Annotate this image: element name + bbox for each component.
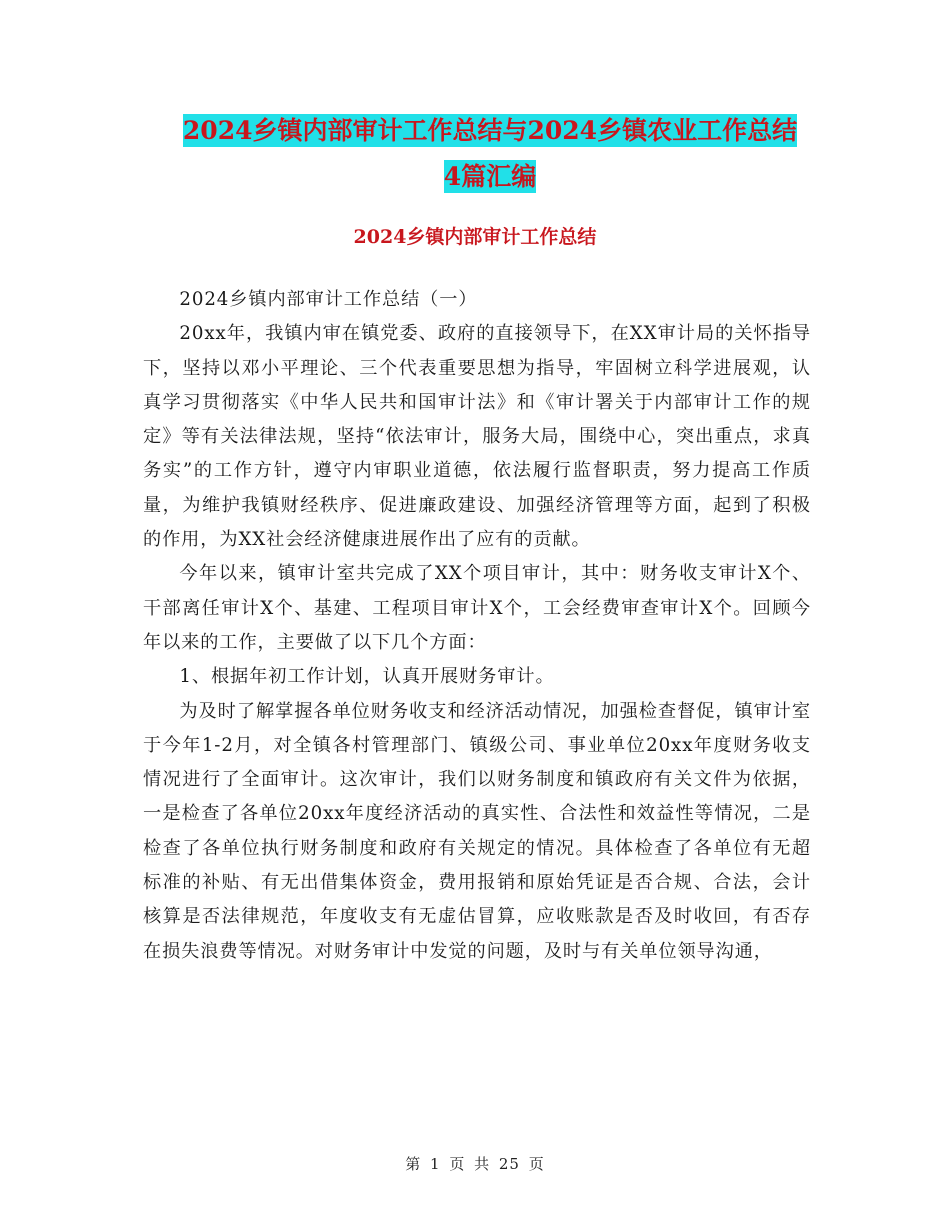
paragraph: 为及时了解掌握各单位财务收支和经济活动情况，加强检查督促，镇审计室于今年1-2月，对全镇各村管理部门、镇级公司、事业单位20xx年度财务收支情况进行了全面审计。这次审计，我们以财务制度和镇政府有关文件为依据，一是检查了各单位20xx年度经济活动的真实性、合法性和效益性等情况，二是检查了各单位执行财务制度和政府有关规定的情况。具体检查了各单位有无超标准的补贴、有无出借集体资金，费用报销和原始凭证是否合规、合法，会计核算是否法律规范，年度收支有无虚估冒算，应收账款是否及时收回，有否存在损失浪费等情况。对财务审计中发觉的问题，及时与有关单位领导沟通，	[143, 700, 811, 962]
page-footer: 第 1 页 共 25 页	[405, 1155, 545, 1173]
section-title: 2024乡镇内部审计工作总结	[353, 226, 597, 248]
paragraph: 1、根据年初工作计划，认真开展财务审计。	[179, 666, 555, 688]
paragraph: 今年以来，镇审计室共完成了XX个项目审计，其中：财务收支审计X个、干部离任审计X个、基建、工程项目审计X个，工会经费审查审计X个。回顾今年以来的工作，主要做了以下几个方面：	[143, 563, 811, 653]
paragraph: 20xx年，我镇内审在镇党委、政府的直接领导下，在XX审计局的关怀指导下，坚持以邓小平理论、三个代表重要思想为指导，牢固树立科学进展观，认真学习贯彻落实《中华人民共和国审计法》和《审计署关于内部审计工作的规定》等有关法律法规，坚持“依法审计，服务大局，围绕中心，突出重点，求真务实”的工作方针，遵守内审职业道德，依法履行监督职责，努力提高工作质量，为维护我镇财经秩序、促进廉政建设、加强经济管理等方面，起到了积极的作用，为XX社会经济健康进展作出了应有的贡献。	[143, 323, 811, 551]
paragraph-subtitle: 2024乡镇内部审计工作总结（一）	[179, 289, 478, 310]
title-line-2: 4篇汇编	[443, 162, 537, 191]
document-title	[140, 108, 840, 200]
document-body	[143, 283, 811, 969]
title-line-1: 2024乡镇内部审计工作总结与2024乡镇农业工作总结	[182, 116, 798, 145]
